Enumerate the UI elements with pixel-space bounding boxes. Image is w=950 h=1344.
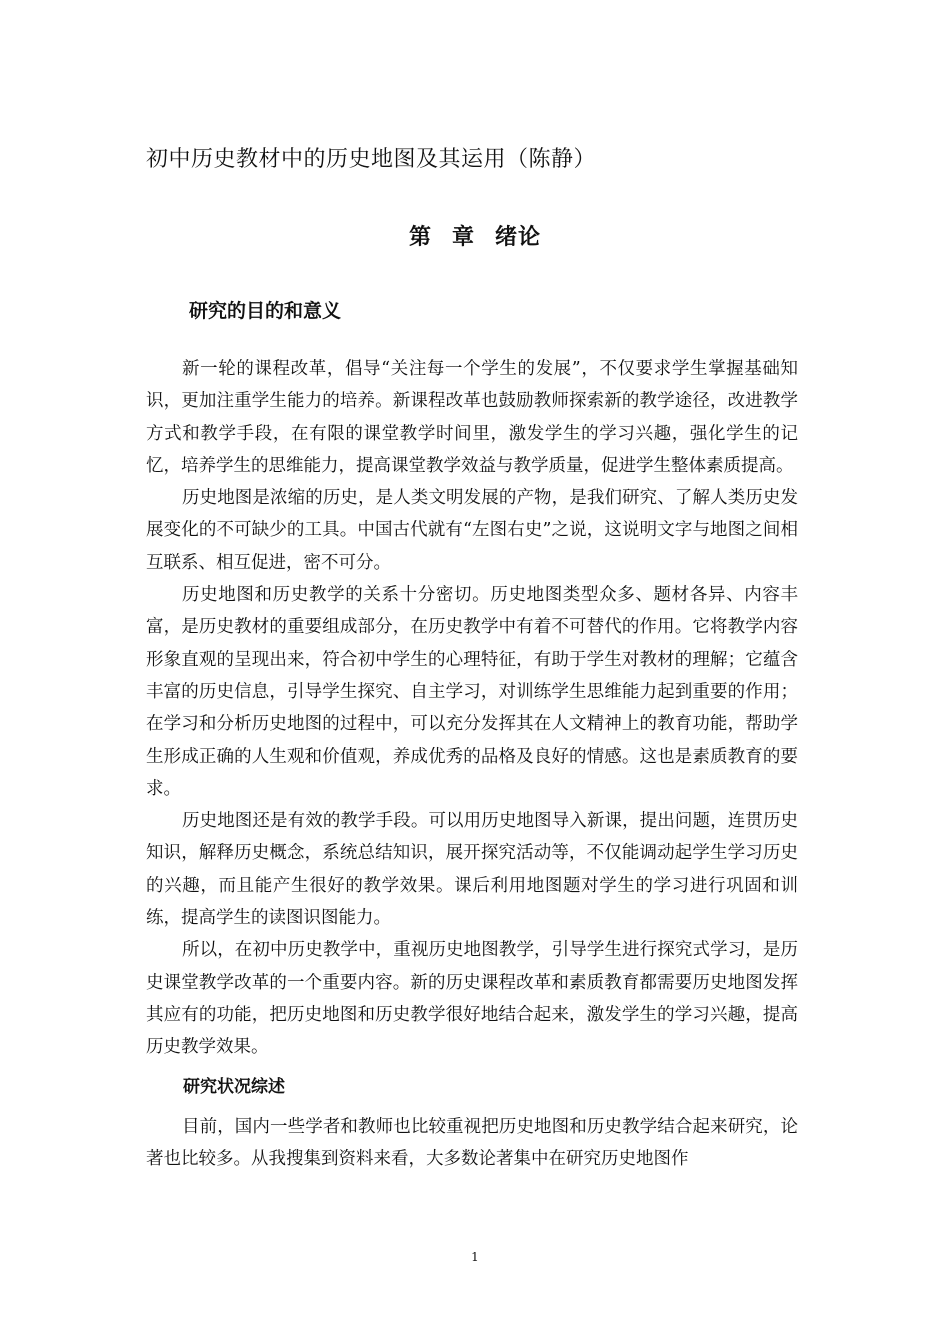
section-heading: 研究的目的和意义 — [189, 300, 342, 322]
subsection-heading: 研究状况综述 — [183, 1076, 285, 1097]
paragraph: 新一轮的课程改革，倡导“关注每一个学生的发展”，不仅要求学生掌握基础知识，更加注重学生能力的培养。新课程改革也鼓励教师探索新的教学途径，改进教学方式和教学手段，在有限的课堂教学时间里，激发学生的学习兴趣，强化学生的记忆，培养学生的思维能力，提高课堂教学效益与教学质量，促进学生整体素质提高。 — [146, 359, 798, 476]
paragraph: 历史地图还是有效的教学手段。可以用历史地图导入新课，提出问题，连贯历史知识，解释历史概念，系统总结知识，展开探究活动等，不仅能调动起学生学习历史的兴趣，而且能产生很好的教学效果。课后利用地图题对学生的学习进行巩固和训练，提高学生的读图识图能力。 — [146, 811, 798, 929]
chapter-word-first: 第 — [408, 225, 432, 250]
page-number: 1 — [471, 1250, 479, 1264]
chapter-heading — [0, 220, 950, 251]
chapter-name: 绪论 — [495, 225, 542, 250]
body-text — [146, 353, 798, 1175]
paragraph: 历史地图是浓缩的历史，是人类文明发展的产物，是我们研究、了解人类历史发展变化的不可缺少的工具。中国古代就有“左图右史”之说，这说明文字与地图之间相互联系、相互促进，密不可分。 — [146, 488, 798, 573]
chapter-word-second: 章 — [451, 225, 475, 250]
paragraph: 所以，在初中历史教学中，重视历史地图教学，引导学生进行探究式学习，是历史课堂教学改革的一个重要内容。新的历史课程改革和素质教育都需要历史地图发挥其应有的功能，把历史地图和历史教学很好地结合起来，激发学生的学习兴趣，提高历史教学效果。 — [146, 940, 798, 1058]
document-title: 初中历史教材中的历史地图及其运用（陈静） — [146, 147, 597, 172]
paragraph: 目前，国内一些学者和教师也比较重视把历史地图和历史教学结合起来研究，论著也比较多。从我搜集到资料来看，大多数论著集中在研究历史地图作 — [146, 1116, 798, 1169]
paragraph: 历史地图和历史教学的关系十分密切。历史地图类型众多、题材各异、内容丰富，是历史教材的重要组成部分，在历史教学中有着不可替代的作用。它将教学内容形象直观的呈现出来，符合初中学生的心理特征，有助于学生对教材的理解；它蕴含丰富的历史信息，引导学生探究、自主学习，对训练学生思维能力起到重要的作用；在学习和分析历史地图的过程中，可以充分发挥其在人文精神上的教育功能，帮助学生形成正确的人生观和价值观，养成优秀的品格及良好的情感。这也是素质教育的要求。 — [146, 585, 798, 799]
